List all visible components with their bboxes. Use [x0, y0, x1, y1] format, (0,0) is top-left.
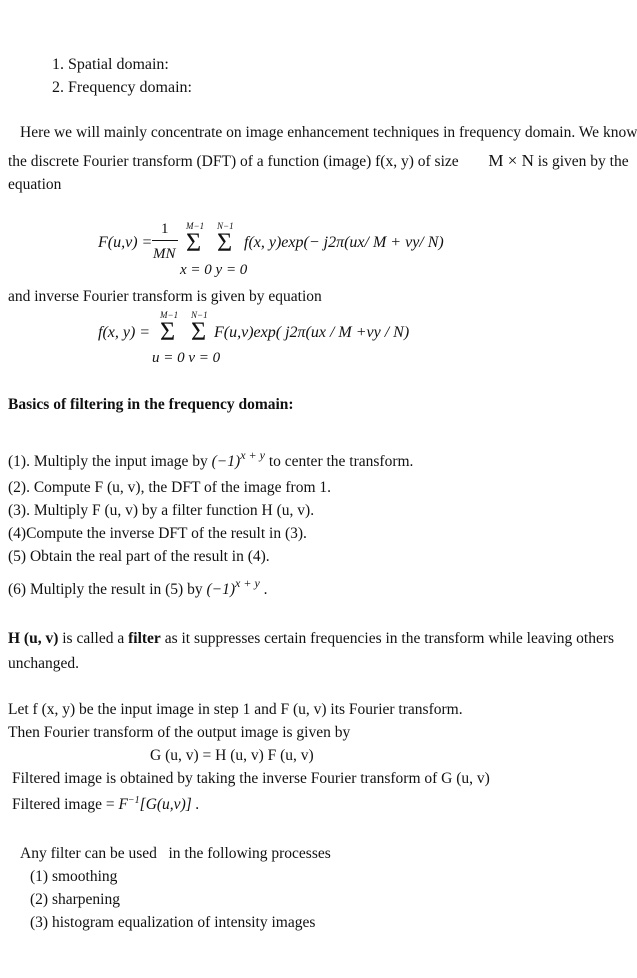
basics-heading: Basics of filtering in the frequency domain: — [8, 396, 294, 413]
dft-sigma-y: Σ — [217, 228, 233, 257]
step-6 — [8, 577, 268, 599]
output-line-4-arg: [G(u,v)] . — [139, 796, 200, 813]
process-histogram-equalization: (3) histogram equalization of intensity images — [30, 914, 316, 931]
step-4: (4)Compute the inverse DFT of the result in (3). — [8, 525, 307, 542]
idft-sigma-v: Σ — [191, 317, 207, 346]
inverse-intro: and inverse Fourier transform is given by equation — [8, 288, 322, 305]
output-line-2: Then Fourier transform of the output image is given by — [8, 724, 351, 741]
idft-lhs: f(x, y) = — [98, 324, 151, 341]
output-line-1: Let f (x, y) be the input image in step 1 and F (u, v) its Fourier transform. — [8, 701, 463, 718]
step-1-exponent: x + y — [240, 448, 265, 462]
dft-fraction-bar — [152, 240, 178, 241]
intro-line-2 — [8, 151, 629, 171]
step-1-factor — [211, 448, 265, 470]
output-line-3: Filtered image is obtained by taking the inverse Fourier transform of G (u, v) — [12, 770, 490, 787]
processes-intro: Any filter can be used in the following processes — [20, 845, 331, 862]
step-3: (3). Multiply F (u, v) by a filter function H (u, v). — [8, 502, 315, 519]
step-6-tail: . — [263, 581, 268, 598]
intro-line-1: Here we will mainly concentrate on image enhancement techniques in frequency domain. We know — [20, 124, 637, 141]
step-6-factor — [206, 576, 260, 598]
step-6-text: (6) Multiply the result in (5) by — [8, 581, 203, 598]
intro-line-3: equation — [8, 176, 62, 193]
step-6-exponent: x + y — [235, 576, 260, 590]
output-line-4 — [12, 795, 200, 814]
list-item-frequency-domain: 2. Frequency domain: — [52, 79, 192, 96]
filter-para-line-2: unchanged. — [8, 655, 80, 672]
size-expression: M × N — [488, 151, 534, 170]
step-5: (5) Obtain the real part of the result in (4). — [8, 548, 270, 565]
idft-upper-limit-v: N−1 — [191, 310, 208, 320]
filter-para-line-1 — [8, 630, 614, 648]
step-1-base: (−1) — [211, 453, 241, 470]
step-6-base: (−1) — [206, 581, 236, 598]
dft-lhs: F(u,v) = — [98, 234, 153, 251]
output-equation: G (u, v) = H (u, v) F (u, v) — [150, 747, 314, 764]
dft-upper-limit-y: N−1 — [217, 221, 234, 231]
step-1-text: (1). Multiply the input image by — [8, 453, 208, 470]
inverse-transform-F: F — [118, 796, 128, 813]
dft-denominator: MN — [153, 246, 176, 262]
idft-body: F(u,v)exp( j2π(ux / M +vy / N) — [214, 324, 410, 341]
idft-sigma-u: Σ — [160, 317, 176, 346]
process-smoothing: (1) smoothing — [30, 868, 118, 885]
dft-upper-limit-x: M−1 — [186, 221, 205, 231]
process-sharpening: (2) sharpening — [30, 891, 120, 908]
list-item-spatial-domain: 1. Spatial domain: — [52, 56, 169, 73]
step-1 — [8, 449, 413, 471]
intro-line-2-text: the discrete Fourier transform (DFT) of a function (image) f(x, y) of size — [8, 153, 459, 170]
inverse-transform-sup: −1 — [127, 795, 140, 806]
intro-line-2-tail: is given by the — [537, 153, 629, 170]
step-1-tail: to center the transform. — [268, 453, 414, 470]
idft-lower-limits: u = 0 v = 0 — [152, 350, 221, 366]
dft-sigma-x: Σ — [186, 228, 202, 257]
filter-mid: is called a — [62, 630, 125, 647]
dft-body: f(x, y)exp(− j2π(ux/ M + vy/ N) — [244, 234, 444, 251]
filter-h-term: H (u, v) — [8, 630, 59, 647]
inverse-transform-symbol — [118, 796, 139, 813]
dft-lower-limits: x = 0 y = 0 — [180, 262, 248, 278]
dft-numerator: 1 — [161, 221, 169, 237]
filter-term: filter — [128, 630, 161, 647]
idft-upper-limit-u: M−1 — [160, 310, 179, 320]
filter-rest: as it suppresses certain frequencies in the transform while leaving others — [164, 630, 615, 647]
step-2: (2). Compute F (u, v), the DFT of the image from 1. — [8, 479, 332, 496]
output-line-4-text: Filtered image = — [12, 796, 115, 813]
